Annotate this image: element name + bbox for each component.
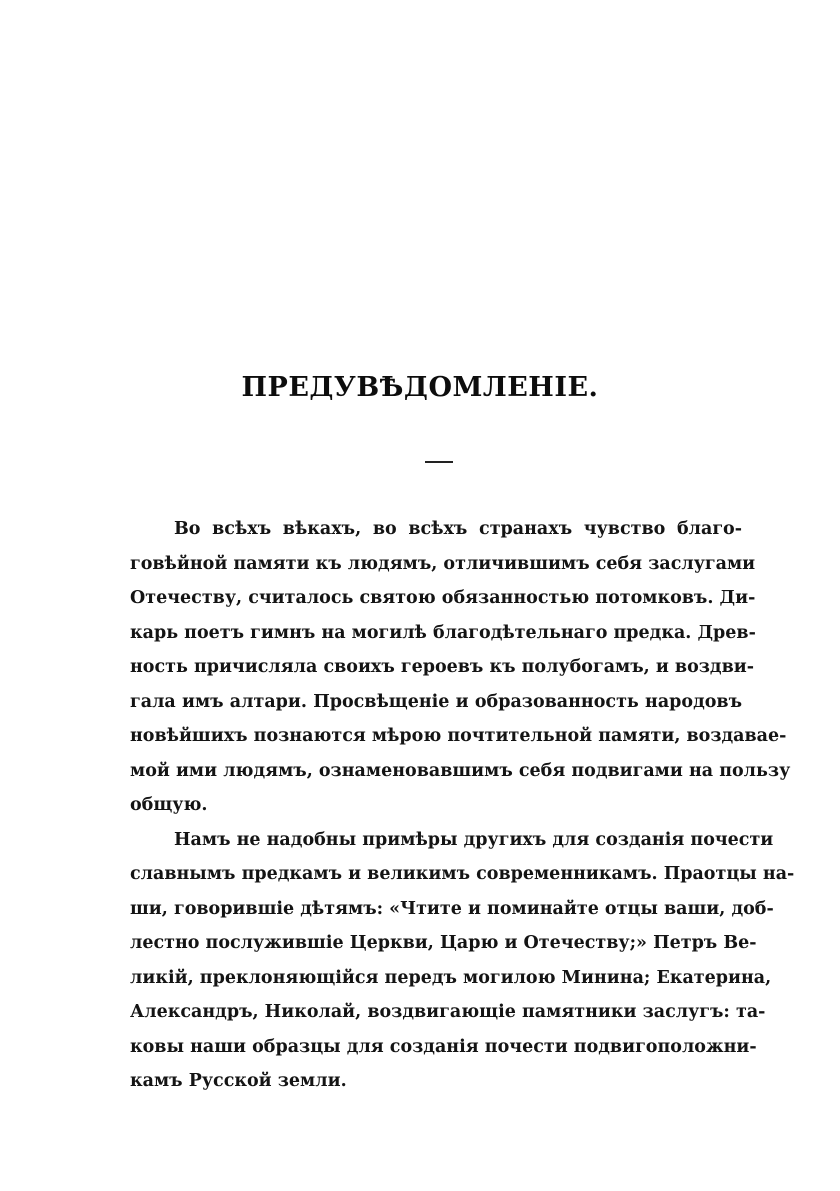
- title-divider: [425, 461, 453, 463]
- paragraph-2-line: камъ Русской земли.: [130, 1071, 347, 1091]
- paragraph-2-line: ковы наши образцы для созданія почести подвигоположни-: [130, 1036, 757, 1057]
- paragraph-1-line: гала имъ алтари. Просвѣщеніе и образованность народовъ: [130, 691, 742, 712]
- page-title: ПРЕДУВѢДОМЛЕНІЕ.: [241, 372, 599, 403]
- paragraph-1-line: новѣйшихъ познаются мѣрою почтительной памяти, воздавае-: [130, 726, 787, 746]
- paragraph-2-line: ши, говорившіе дѣтямъ: «Чтите и поминайте отцы ваши, доб-: [130, 898, 774, 919]
- paragraph-1-line: карь поетъ гимнъ на могилѣ благодѣтельнаго предка. Древ-: [130, 622, 756, 643]
- body-text: [130, 512, 795, 1099]
- paragraph-2-line: ликій, преклоняющійся передъ могилою Минина; Екатерина,: [130, 967, 772, 988]
- paragraph-1-line: Отечеству, считалось святою обязанностью потомковъ. Ди-: [130, 588, 756, 608]
- paragraph-2-line: славнымъ предкамъ и великимъ современникамъ. Праотцы на-: [130, 864, 795, 884]
- paragraph-2-line: Александръ, Николай, воздвигающіе памятники заслугъ: та-: [130, 1002, 766, 1022]
- paragraph-2-line: Намъ не надобны примѣры другихъ для созданія почести: [174, 829, 774, 850]
- paragraph-2-line: лестно послужившіе Церкви, Царю и Отечеству;» Петръ Ве-: [130, 933, 757, 953]
- paragraph-1-line: ность причисляла своихъ героевъ къ полубогамъ, и воздви-: [130, 657, 754, 677]
- paragraph-1-line: общую.: [130, 795, 208, 815]
- paragraph-1-line: Во всѣхъ вѣкахъ, во всѣхъ странахъ чувство благо-: [174, 519, 742, 539]
- paragraph-1-line: мой ими людямъ, ознаменовавшимъ себя подвигами на пользу: [130, 760, 791, 781]
- paragraph-1-line: говѣйной памяти къ людямъ, отличившимъ себя заслугами: [130, 553, 756, 574]
